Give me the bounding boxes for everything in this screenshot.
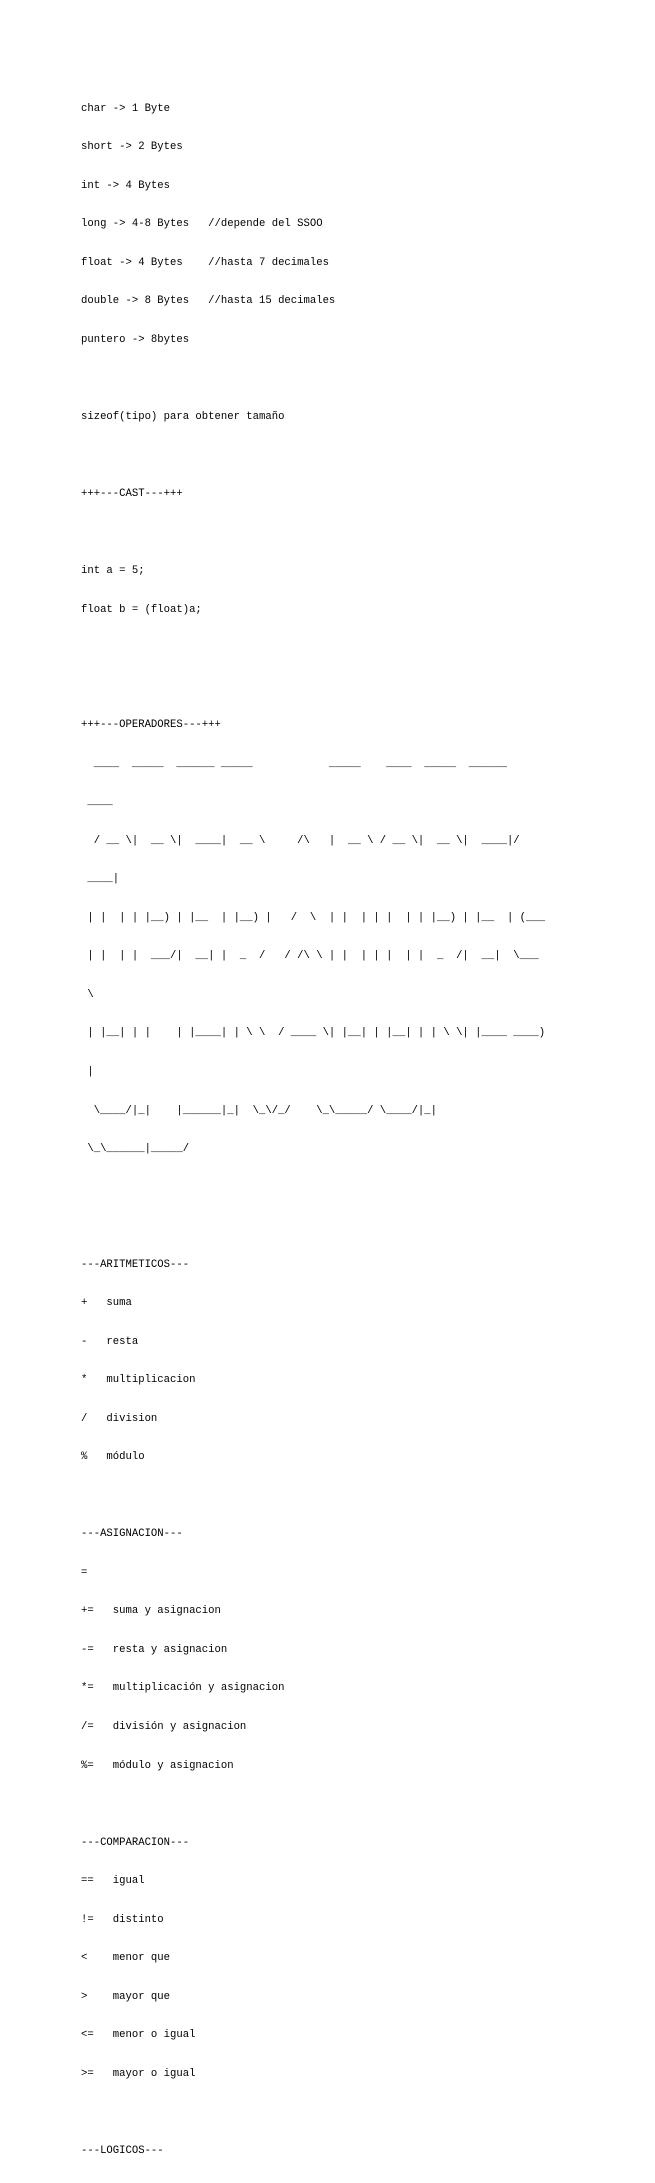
text-line: short -> 2 Bytes [81, 141, 183, 154]
text-line: puntero -> 8bytes [81, 333, 190, 346]
text-line: float -> 4 Bytes //hasta 7 decimales [81, 256, 329, 269]
text-line [81, 681, 641, 694]
text-line: sizeof(tipo) para obtener tamaño [81, 410, 285, 423]
text-line [81, 527, 641, 540]
code-text-block [81, 77, 641, 2183]
text-line: == igual [81, 1875, 145, 1888]
text-line: = [81, 1566, 88, 1579]
text-line [81, 1182, 641, 1195]
text-line [81, 372, 641, 385]
text-line: char -> 1 Byte [81, 102, 171, 115]
text-line: ---ASIGNACION--- [81, 1528, 183, 1541]
text-line [81, 1798, 641, 1811]
ascii-art-line: | | | | ___/| __| | _ / / /\ \ | | | | | | | _ /| __| \___ [81, 950, 539, 963]
text-line: %= módulo y asignacion [81, 1759, 234, 1772]
text-line: ---ARITMETICOS--- [81, 1258, 190, 1271]
text-line: int -> 4 Bytes [81, 179, 171, 192]
text-line: +++---OPERADORES---+++ [81, 719, 221, 732]
ascii-art-line: ____| [81, 873, 120, 886]
text-line: + suma [81, 1297, 132, 1310]
text-line [81, 1220, 641, 1233]
text-line: +++---CAST---+++ [81, 488, 183, 500]
text-line: double -> 8 Bytes //hasta 15 decimales [81, 295, 336, 308]
text-line: ---COMPARACION--- [81, 1836, 190, 1849]
text-line [81, 642, 641, 655]
text-line [81, 449, 641, 462]
text-line: /= división y asignacion [81, 1721, 247, 1733]
ascii-art-line: | [81, 1065, 94, 1078]
text-line [81, 2106, 641, 2119]
text-line: ---LOGICOS--- [81, 2144, 164, 2157]
ascii-art-line: / __ \| __ \| ____| __ \ /\ | __ \ / __ \| __ \| ____|/ [81, 834, 520, 847]
ascii-art-line: \____/|_| |______|_| \_\/_/ \_\_____/ \____/|_| [81, 1104, 438, 1117]
text-line: float b = (float)a; [81, 603, 202, 616]
text-line: / division [81, 1412, 158, 1425]
text-line: long -> 4-8 Bytes //depende del SSOO [81, 218, 323, 231]
text-line: += suma y asignacion [81, 1605, 221, 1618]
text-line: < menor que [81, 1952, 171, 1965]
ascii-art-line: | | | | |__) | |__ | |__) | / \ | | | | | | | |__) | |__ | (___ [81, 911, 546, 924]
text-line: != distinto [81, 1913, 164, 1926]
ascii-art-line: \_\______|_____/ [81, 1143, 190, 1156]
text-line: *= multiplicación y asignacion [81, 1682, 285, 1695]
text-line: > mayor que [81, 1990, 171, 2003]
ascii-art-line: ____ _____ ______ _____ _____ ____ _____ ______ [81, 757, 507, 770]
ascii-art-line: | |__| | | | |____| | \ \ / ____ \| |__| | |__| | | \ \| |____ ____) [81, 1027, 546, 1040]
text-line: -= resta y asignacion [81, 1643, 228, 1656]
text-line: - resta [81, 1335, 139, 1348]
text-line: * multiplicacion [81, 1374, 196, 1387]
text-line: <= menor o igual [81, 2029, 196, 2042]
text-line: int a = 5; [81, 565, 145, 578]
text-line: % módulo [81, 1451, 145, 1464]
ascii-art-line: ____ [81, 796, 113, 809]
text-line: >= mayor o igual [81, 2067, 196, 2080]
ascii-art-line: \ [81, 988, 94, 1001]
text-line [81, 1490, 641, 1503]
